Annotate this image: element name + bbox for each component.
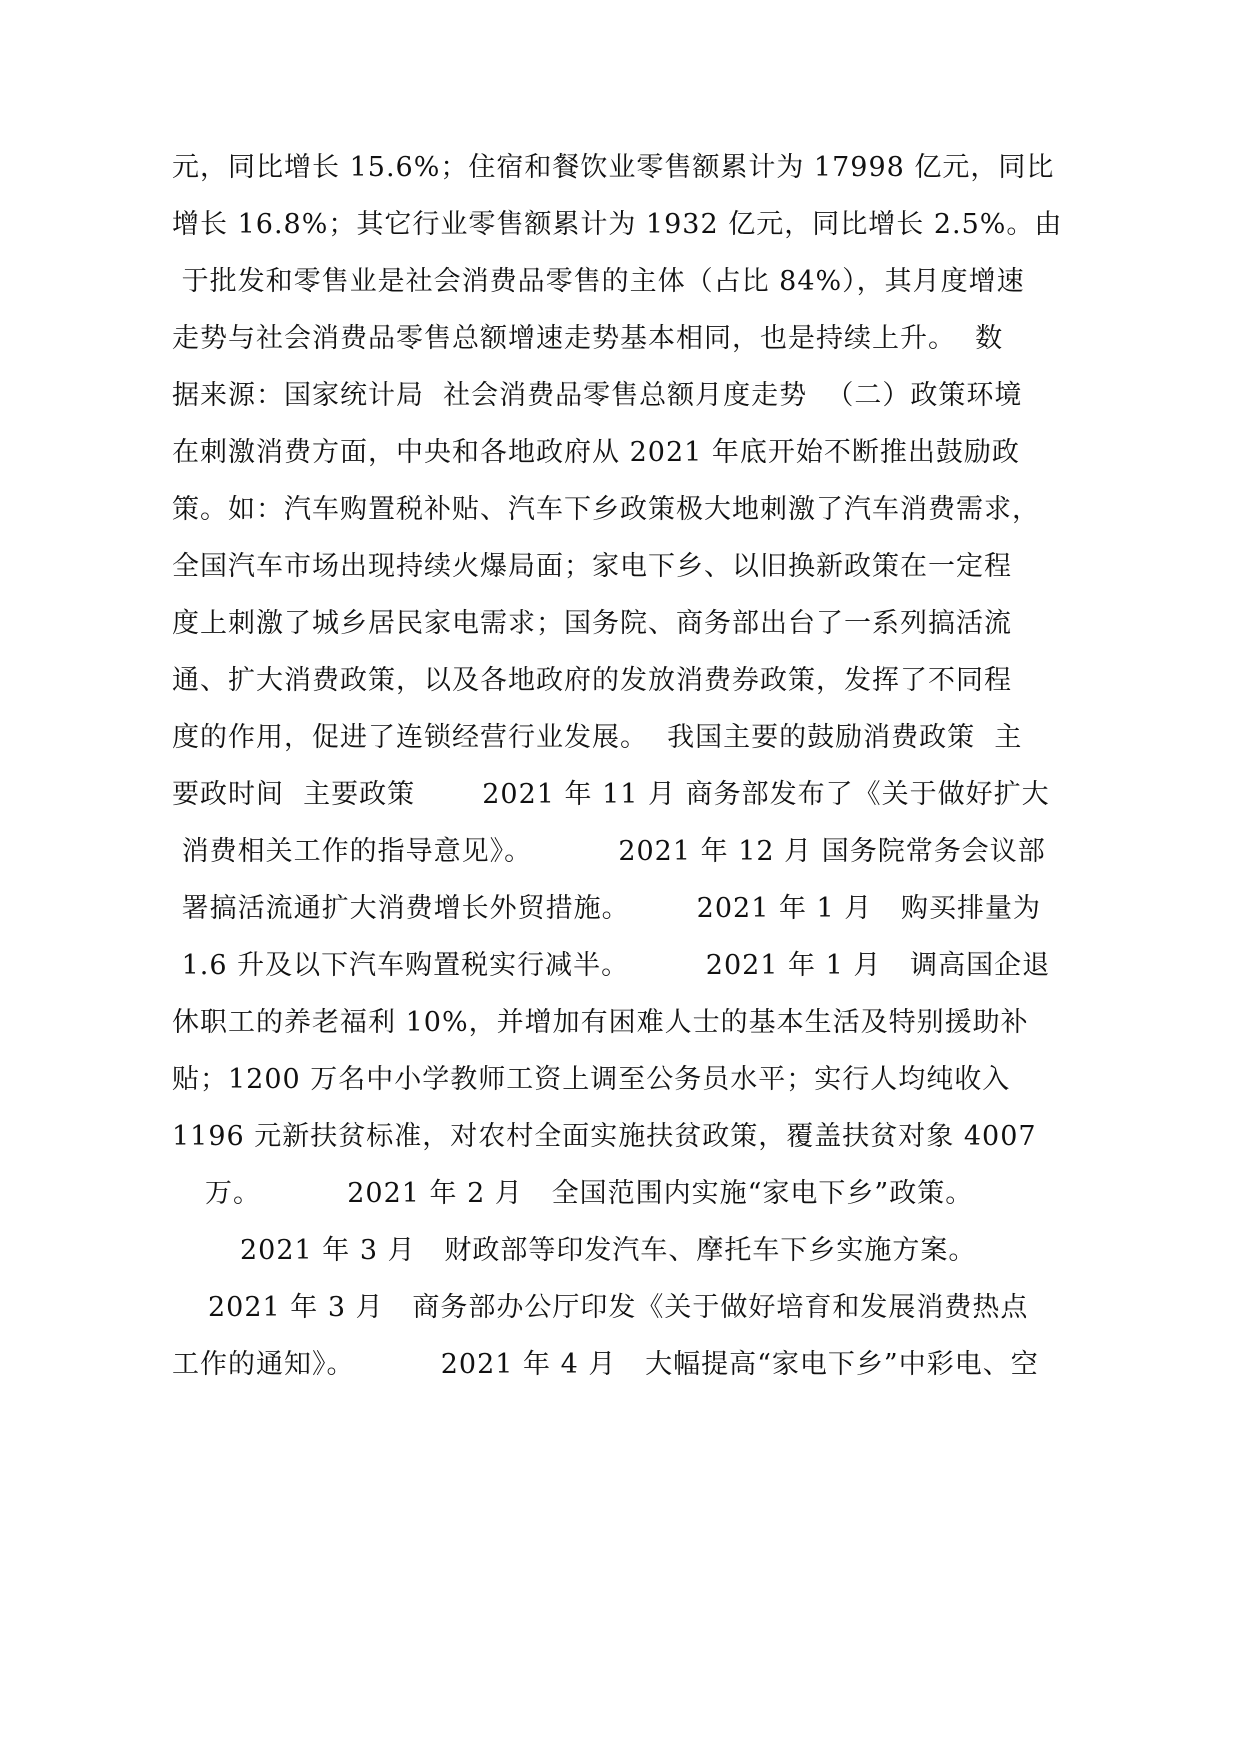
text-line: 元，同比增长 15.6%；住宿和餐饮业零售额累计为 17998 亿元，同比 [172, 152, 1055, 183]
text-line: 1196 元新扶贫标准，对农村全面实施扶贫政策，覆盖扶贫对象 4007 [172, 1121, 1037, 1152]
text-line: 2021 年 3 月 财政部等印发汽车、摩托车下乡实施方案。 [240, 1235, 977, 1266]
text-line: 万。 2021 年 2 月 全国范围内实施“家电下乡”政策。 [205, 1178, 974, 1209]
text-line: 度上刺激了城乡居民家电需求；国务院、商务部出台了一系列搞活流 [172, 608, 1012, 639]
text-line: 策。如：汽车购置税补贴、汽车下乡政策极大地刺激了汽车消费需求， [172, 494, 1040, 525]
text-line: 工作的通知》。 2021 年 4 月 大幅提高“家电下乡”中彩电、空 [172, 1349, 1039, 1380]
text-line: 贴；1200 万名中小学教师工资上调至公务员水平；实行人均纯收入 [172, 1064, 1011, 1095]
text-line: 全国汽车市场出现持续火爆局面；家电下乡、以旧换新政策在一定程 [172, 551, 1012, 582]
text-line: 2021 年 3 月 商务部办公厅印发《关于做好培育和发展消费热点 [208, 1292, 1029, 1323]
text-line: 署搞活流通扩大消费增长外贸措施。 2021 年 1 月 购买排量为 [172, 893, 1042, 924]
text-line: 度的作用，促进了连锁经营行业发展。 我国主要的鼓励消费政策 主 [172, 722, 1023, 753]
text-line: 走势与社会消费品零售总额增速走势基本相同，也是持续上升。 数 [172, 323, 1004, 354]
text-line: 要政时间 主要政策 2021 年 11 月 商务部发布了《关于做好扩大 [172, 779, 1050, 810]
text-line: 于批发和零售业是社会消费品零售的主体（占比 84%），其月度增速 [172, 266, 1025, 297]
text-line: 消费相关工作的指导意见》。 2021 年 12 月 国务院常务会议部 [172, 836, 1046, 867]
text-line: 增长 16.8%；其它行业零售额累计为 1932 亿元，同比增长 2.5%。由 [172, 209, 1063, 240]
text-line: 休职工的养老福利 10%，并增加有困难人士的基本生活及特别援助补 [172, 1007, 1029, 1038]
text-line: 1.6 升及以下汽车购置税实行减半。 2021 年 1 月 调高国企退 [172, 950, 1051, 981]
text-line: 在刺激消费方面，中央和各地政府从 2021 年底开始不断推出鼓励政 [172, 437, 1020, 468]
text-line: 通、扩大消费政策，以及各地政府的发放消费券政策，发挥了不同程 [172, 665, 1012, 696]
text-line: 据来源：国家统计局 社会消费品零售总额月度走势 （二）政策环境 [172, 380, 1023, 411]
